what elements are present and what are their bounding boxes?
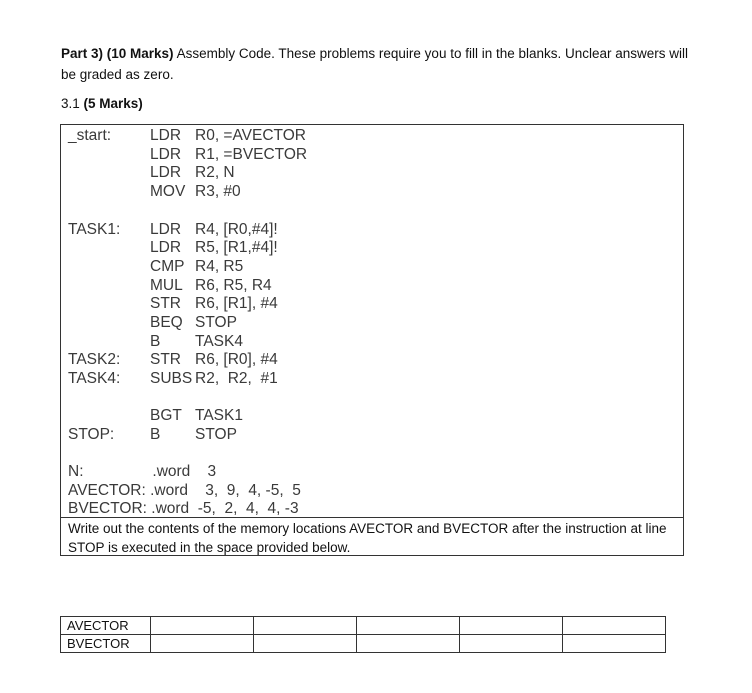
part-description: Assembly Code. These problems require you to fill in the blanks. Unclear answers will be graded as zero. [61,46,689,82]
code-line: B STOP [150,426,237,443]
code-line: MOV R3, #0 [150,183,241,200]
table-row [61,635,666,653]
answer-table [60,616,666,653]
part-title: Part 3) (10 Marks) [61,46,174,61]
data-bvector: BVECTOR: .word -5, 2, 4, 4, -3 [68,500,299,517]
table-row [61,617,666,635]
answer-cell[interactable] [460,635,563,653]
label-task1: TASK1: [68,221,121,238]
data-avector: AVECTOR: .word 3, 9, 4, -5, 5 [68,482,301,499]
answer-cell[interactable] [151,617,254,635]
answer-cell[interactable] [563,635,666,653]
answer-cell[interactable] [254,617,357,635]
assembly-code-box [60,124,684,518]
answer-cell[interactable] [460,617,563,635]
label-task4: TASK4: [68,370,121,387]
subquestion-title [61,94,143,114]
label-stop: STOP: [68,426,115,443]
code-line: CMP R4, R5 [150,258,244,275]
row-label-bvector: BVECTOR [61,635,151,653]
question-heading [61,43,701,85]
code-line: MUL R6, R5, R4 [150,277,272,294]
answer-cell[interactable] [151,635,254,653]
code-line: LDR R2, N [150,164,235,181]
code-line: SUBS R2, R2, #1 [150,370,278,387]
code-line: STR R6, [R0], #4 [150,351,278,368]
subquestion-marks: (5 Marks) [83,96,143,111]
code-line: BEQ STOP [150,314,237,331]
answer-cell[interactable] [357,617,460,635]
code-line: LDR R1, =BVECTOR [150,146,308,163]
row-label-avector: AVECTOR [61,617,151,635]
answer-cell[interactable] [357,635,460,653]
code-line: B TASK4 [150,333,243,350]
label-task2: TASK2: [68,351,121,368]
code-line: LDR R4, [R0,#4]! [150,221,278,238]
answer-cell[interactable] [254,635,357,653]
data-n: N: .word 3 [68,463,217,480]
instruction-text: Write out the contents of the memory locations AVECTOR and BVECTOR after the instruction at line STOP is executed in the space provided below. [60,517,684,556]
code-line: BGT TASK1 [150,407,243,424]
code-line: LDR R0, =AVECTOR [150,127,306,144]
code-line: LDR R5, [R1,#4]! [150,239,278,256]
answer-cell[interactable] [563,617,666,635]
subquestion-number: 3.1 [61,96,84,111]
label-start: _start: [68,127,112,144]
code-line: STR R6, [R1], #4 [150,295,278,312]
